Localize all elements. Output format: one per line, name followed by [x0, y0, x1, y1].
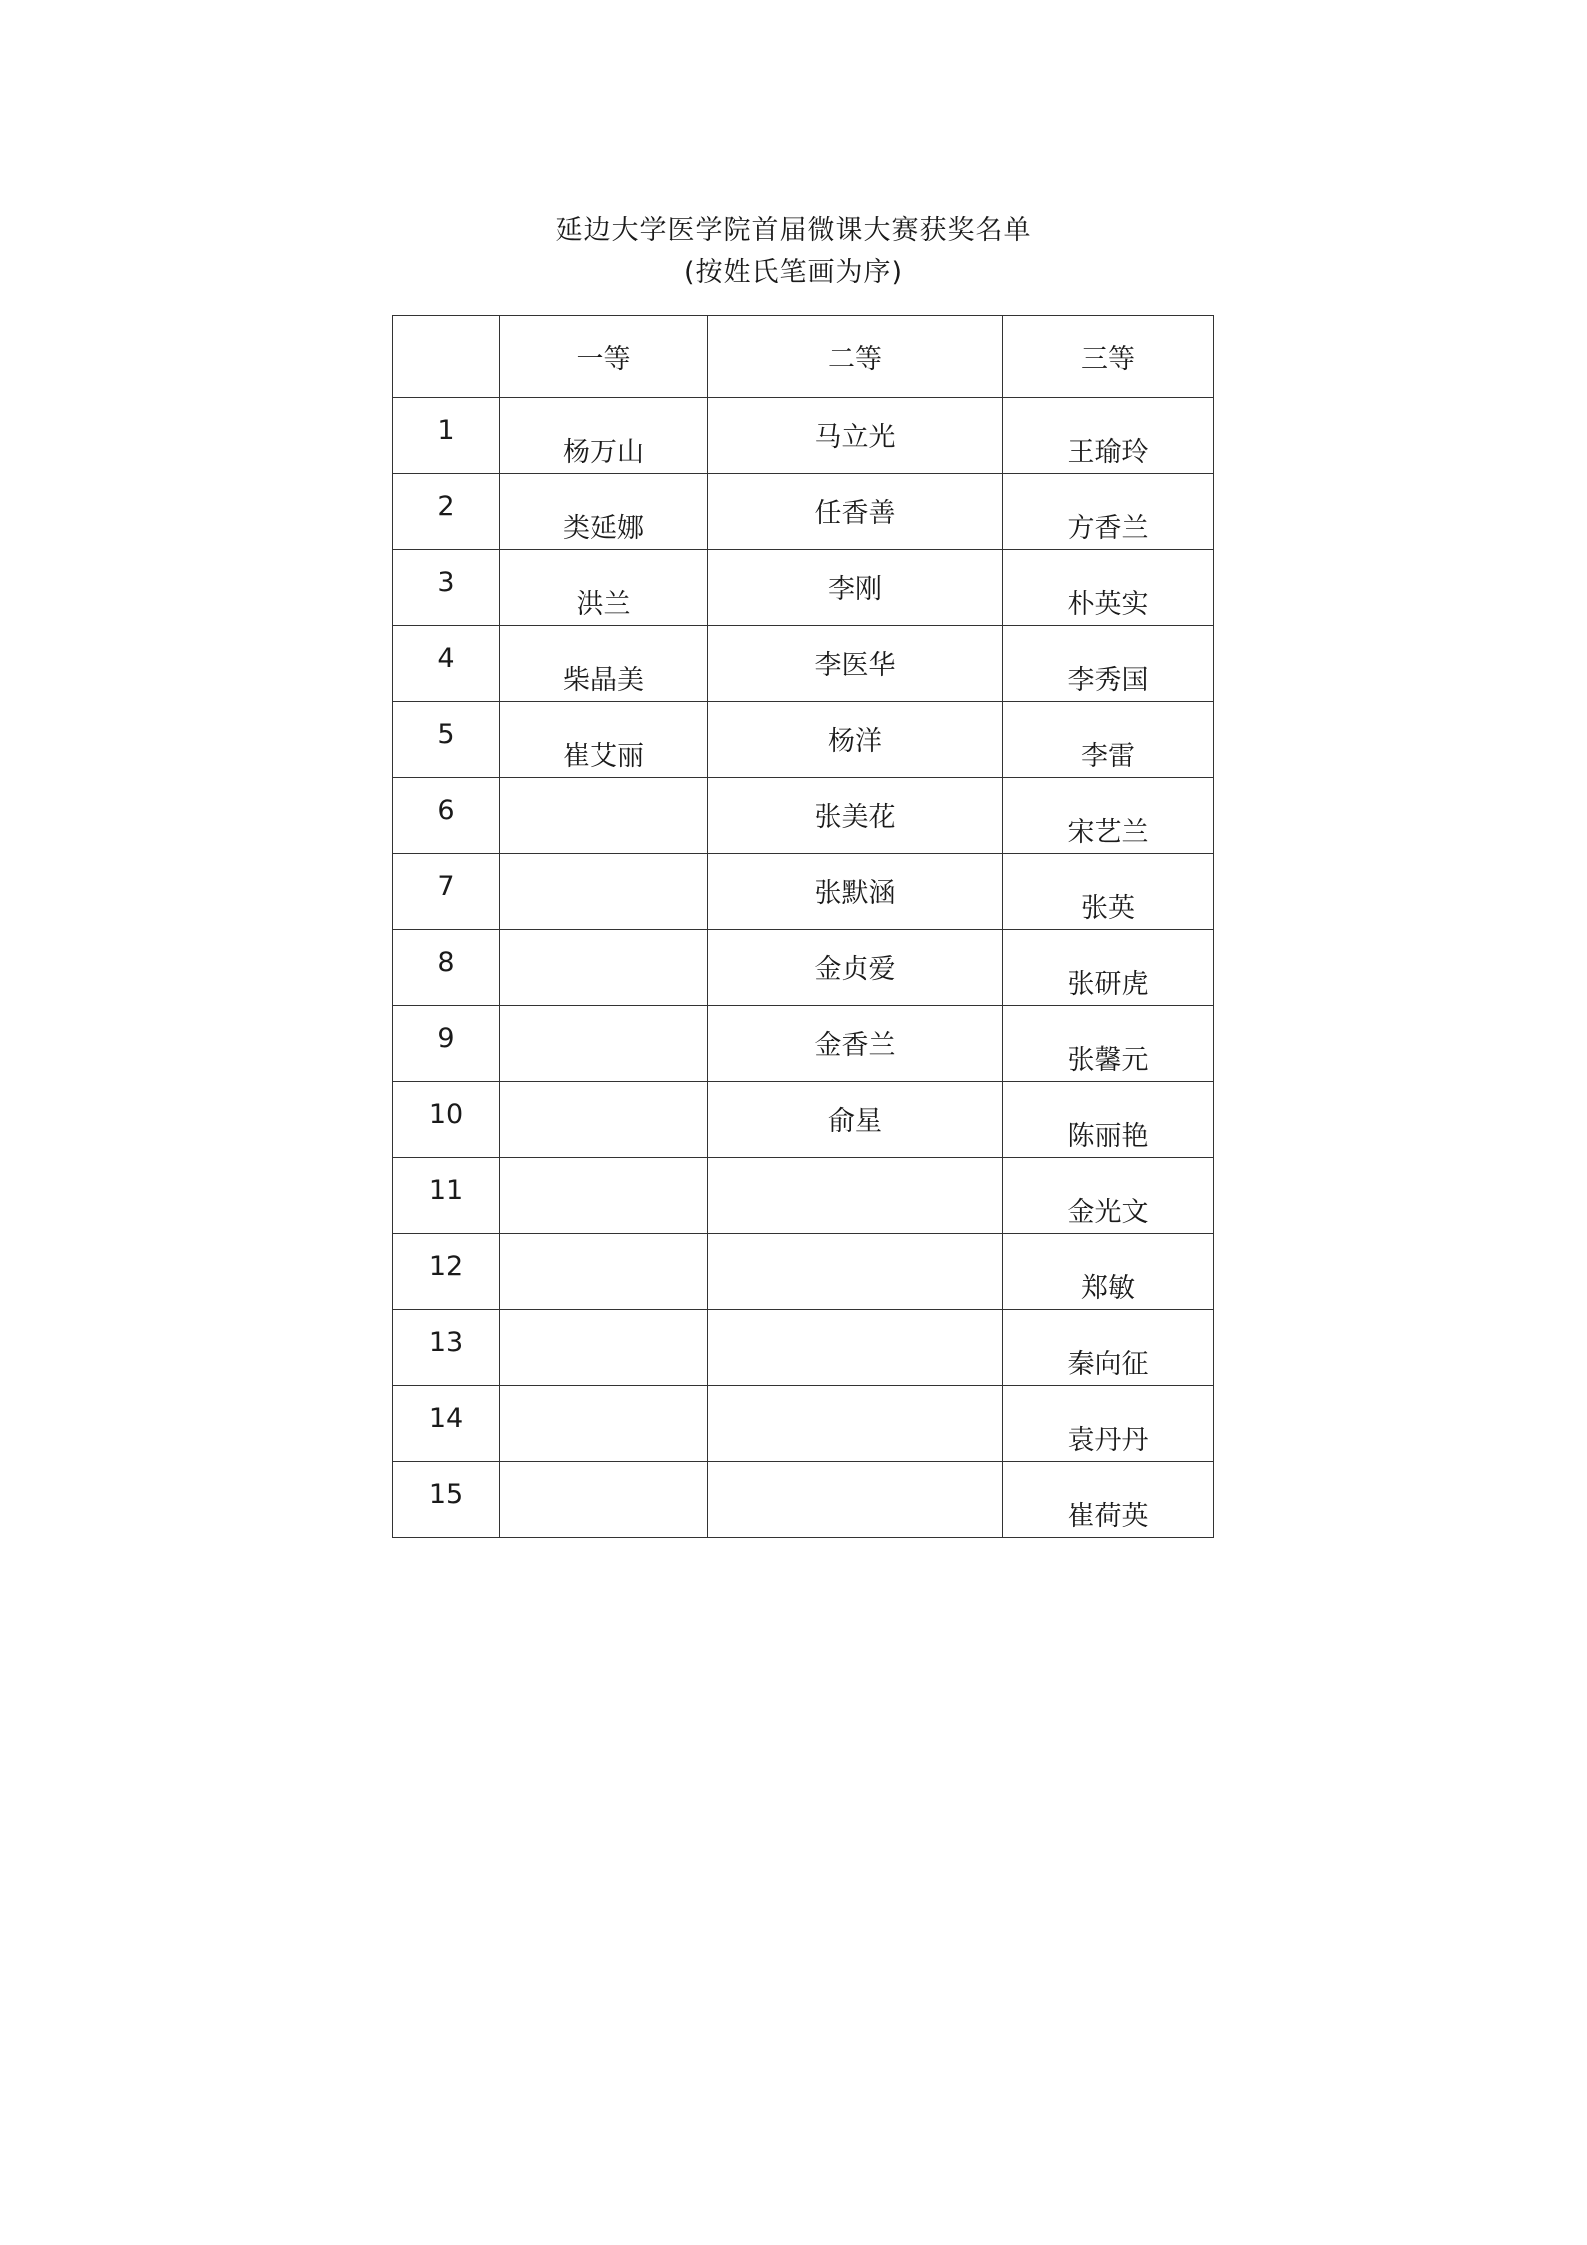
first-prize-cell: [500, 854, 708, 930]
third-prize-text: 金光文: [1067, 1197, 1149, 1228]
first-prize-cell: [500, 778, 708, 854]
row-number-cell: [393, 1006, 500, 1082]
third-prize-cell: [1003, 1082, 1214, 1158]
third-prize-cell: [1003, 626, 1214, 702]
second-prize-text: 金香兰: [814, 1030, 896, 1061]
third-prize-cell: [1003, 1310, 1214, 1386]
first-prize-cell: [500, 474, 708, 550]
third-prize-cell: [1003, 930, 1214, 1006]
third-prize-text: 张馨元: [1067, 1045, 1149, 1076]
first-prize-cell: [500, 1006, 708, 1082]
second-prize-cell: [708, 1158, 1003, 1234]
first-prize-cell: [500, 1234, 708, 1310]
row-number-text: 1: [437, 415, 455, 446]
first-prize-text: [500, 854, 707, 886]
row-number-cell: [393, 626, 500, 702]
row-number-text: 10: [428, 1099, 464, 1130]
row-number-cell: [393, 1158, 500, 1234]
first-prize-cell: [500, 1462, 708, 1538]
third-prize-text: 李雷: [1081, 741, 1135, 772]
row-number-cell: [393, 398, 500, 474]
second-prize-cell: [708, 1462, 1003, 1538]
second-prize-text: 李刚: [828, 574, 882, 605]
first-prize-cell: [500, 1082, 708, 1158]
row-number-cell: [393, 550, 500, 626]
row-number-text: 15: [428, 1479, 464, 1510]
table-row: [393, 626, 1214, 702]
third-prize-cell: [1003, 854, 1214, 930]
third-prize-cell: [1003, 550, 1214, 626]
row-number-text: 14: [428, 1403, 464, 1434]
first-prize-text: [500, 1234, 707, 1266]
second-prize-text: 马立光: [814, 422, 896, 453]
first-prize-text: [500, 1386, 707, 1418]
second-prize-cell: [708, 474, 1003, 550]
first-prize-text: [500, 1006, 707, 1038]
first-prize-cell: [500, 398, 708, 474]
row-number-text: 3: [437, 567, 455, 598]
row-number-cell: [393, 474, 500, 550]
second-prize-cell: [708, 1006, 1003, 1082]
row-number-text: 11: [428, 1175, 464, 1206]
table-row: [393, 398, 1214, 474]
header-number: [393, 316, 500, 398]
row-number-cell: [393, 1310, 500, 1386]
third-prize-text: 张英: [1081, 893, 1135, 924]
table-row: [393, 1006, 1214, 1082]
third-prize-cell: [1003, 1234, 1214, 1310]
second-prize-text: [708, 1310, 1002, 1327]
row-number-cell: [393, 702, 500, 778]
table-row: [393, 550, 1214, 626]
second-prize-text: 张美花: [814, 802, 896, 833]
third-prize-text: 方香兰: [1067, 513, 1149, 544]
third-prize-cell: [1003, 1006, 1214, 1082]
first-prize-cell: [500, 550, 708, 626]
first-prize-cell: [500, 1386, 708, 1462]
second-prize-cell: [708, 1386, 1003, 1462]
third-prize-text: 秦向征: [1067, 1349, 1149, 1380]
table-row: [393, 1462, 1214, 1538]
first-prize-text: 柴晶美: [563, 665, 644, 696]
first-prize-text: 崔艾丽: [563, 741, 644, 772]
first-prize-cell: [500, 626, 708, 702]
table-row: [393, 1386, 1214, 1462]
first-prize-text: [500, 1082, 707, 1114]
header-row: [393, 316, 1214, 398]
table-row: [393, 854, 1214, 930]
second-prize-cell: [708, 930, 1003, 1006]
table-row: [393, 1158, 1214, 1234]
row-number-cell: [393, 1462, 500, 1538]
table-row: [393, 1082, 1214, 1158]
first-prize-cell: [500, 930, 708, 1006]
third-prize-cell: [1003, 1386, 1214, 1462]
second-prize-text: [708, 1158, 1002, 1175]
row-number-text: 9: [437, 1023, 455, 1054]
second-prize-cell: [708, 1082, 1003, 1158]
third-prize-text: 郑敏: [1081, 1273, 1135, 1304]
second-prize-cell: [708, 626, 1003, 702]
second-prize-cell: [708, 550, 1003, 626]
table-row: [393, 930, 1214, 1006]
first-prize-text: 洪兰: [576, 589, 631, 620]
row-number-text: 2: [437, 491, 455, 522]
second-prize-text: 杨洋: [828, 726, 882, 757]
table-row: [393, 702, 1214, 778]
document-subtitle: (按姓氏笔画为序): [683, 257, 904, 288]
award-rows: [393, 398, 1214, 1538]
table-row: [393, 1310, 1214, 1386]
second-prize-text: 俞星: [828, 1106, 882, 1137]
third-prize-cell: [1003, 702, 1214, 778]
header-third-prize: 三等: [1003, 316, 1214, 398]
first-prize-text: 类延娜: [563, 513, 644, 544]
table-row: [393, 474, 1214, 550]
second-prize-text: [708, 1462, 1002, 1479]
second-prize-text: 任香善: [814, 498, 896, 529]
third-prize-text: 袁丹丹: [1067, 1425, 1149, 1456]
third-prize-text: 张研虎: [1067, 969, 1149, 1000]
row-number-text: 8: [437, 947, 455, 978]
row-number-text: 5: [437, 719, 455, 750]
first-prize-text: [500, 778, 707, 810]
third-prize-text: 陈丽艳: [1067, 1121, 1149, 1152]
second-prize-cell: [708, 1234, 1003, 1310]
row-number-cell: [393, 1234, 500, 1310]
third-prize-cell: [1003, 474, 1214, 550]
table-row: [393, 778, 1214, 854]
first-prize-text: [500, 1158, 707, 1190]
second-prize-text: 张默涵: [814, 878, 896, 909]
first-prize-text: [500, 930, 707, 962]
first-prize-cell: [500, 1310, 708, 1386]
row-number-cell: [393, 1082, 500, 1158]
row-number-text: 13: [428, 1327, 464, 1358]
header-second-prize: 二等: [708, 316, 1003, 398]
third-prize-text: 李秀国: [1067, 665, 1149, 696]
third-prize-cell: [1003, 1462, 1214, 1538]
row-number-text: 4: [437, 643, 455, 674]
row-number-cell: [393, 1386, 500, 1462]
row-number-text: 6: [437, 795, 455, 826]
row-number-text: 7: [437, 871, 455, 902]
third-prize-cell: [1003, 398, 1214, 474]
third-prize-text: 宋艺兰: [1067, 817, 1149, 848]
second-prize-cell: [708, 398, 1003, 474]
second-prize-cell: [708, 854, 1003, 930]
second-prize-cell: [708, 1310, 1003, 1386]
row-number-cell: [393, 930, 500, 1006]
second-prize-cell: [708, 702, 1003, 778]
second-prize-cell: [708, 778, 1003, 854]
third-prize-text: 朴英实: [1067, 589, 1149, 620]
first-prize-text: [500, 1310, 707, 1342]
table-row: [393, 1234, 1214, 1310]
document-title: 延边大学医学院首届微课大赛获奖名单: [555, 215, 1032, 246]
second-prize-text: 李医华: [814, 650, 896, 681]
second-prize-text: [708, 1386, 1002, 1403]
second-prize-text: 金贞爱: [814, 954, 896, 985]
third-prize-text: 崔荷英: [1067, 1501, 1149, 1532]
row-number-cell: [393, 854, 500, 930]
header-first-prize: 一等: [500, 316, 708, 398]
first-prize-cell: [500, 1158, 708, 1234]
awards-table: [392, 315, 1214, 1538]
row-number-text: 12: [428, 1251, 464, 1282]
first-prize-cell: [500, 702, 708, 778]
first-prize-text: 杨万山: [563, 437, 644, 468]
second-prize-text: [708, 1234, 1002, 1251]
third-prize-cell: [1003, 778, 1214, 854]
third-prize-cell: [1003, 1158, 1214, 1234]
first-prize-text: [500, 1462, 707, 1494]
row-number-cell: [393, 778, 500, 854]
third-prize-text: 王瑜玲: [1067, 437, 1149, 468]
